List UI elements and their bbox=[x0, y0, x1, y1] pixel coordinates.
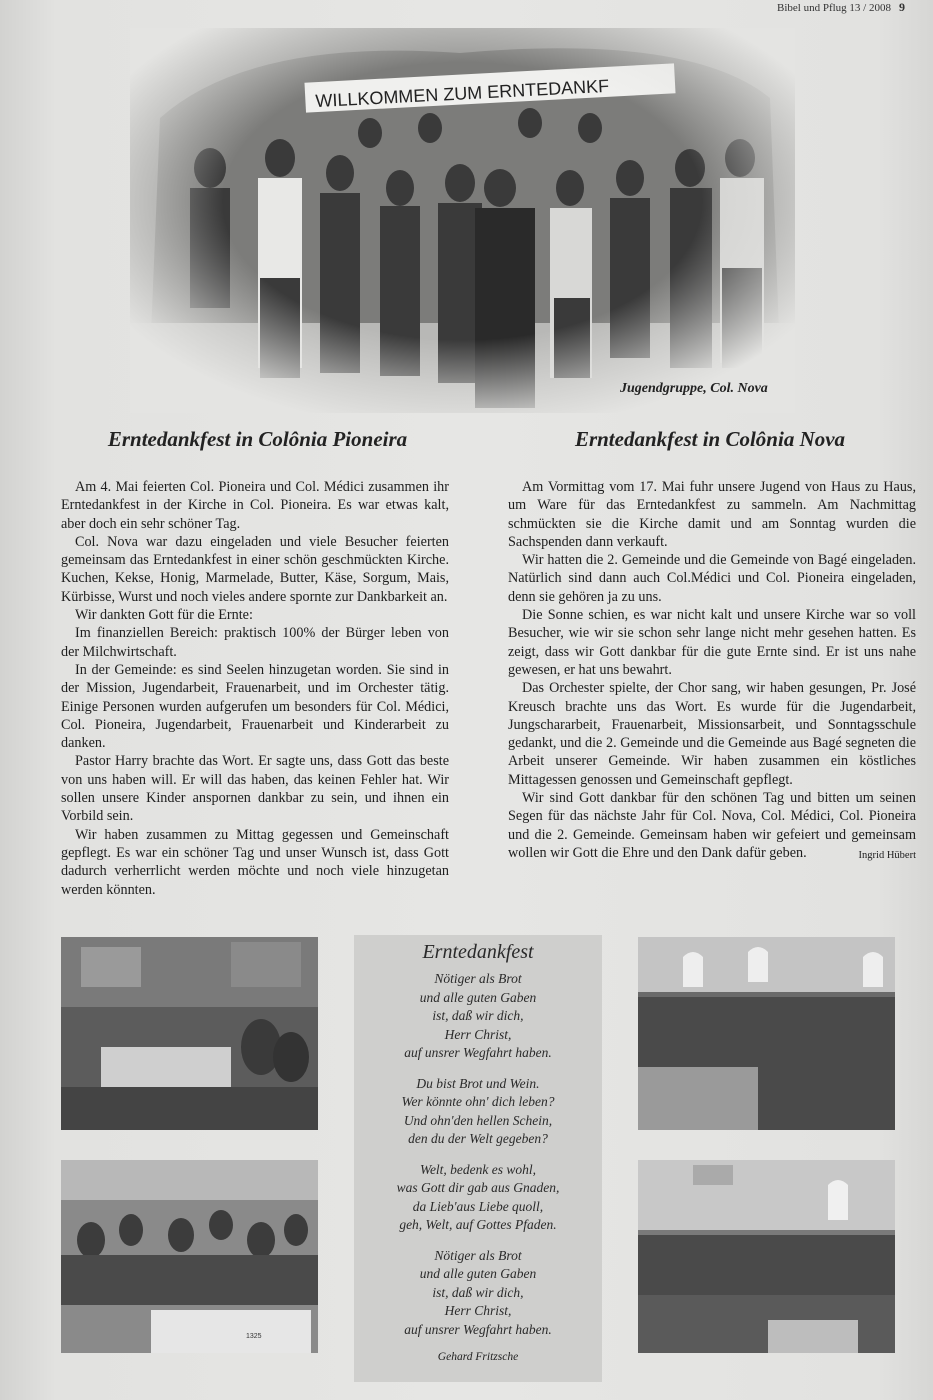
poem-line: auf unsrer Wegfahrt haben. bbox=[404, 1321, 552, 1337]
paragraph: Das Orchester spielte, der Chor sang, wir haben gesungen, Pr. José Kreusch brachte uns das Wort. Es wurde für die Jugendarbeit, Jungschararbeit, Frauenarbeit, Missionsarbeit, und Sonntagsschule gedankt, und die 2. Gemeinde und die Gemeinde aus Bagé segneten die Arbeit unserer Gemeinde. Wir haben zusammen ein köstliches Mittagessen genossen und Gemeinschaft gepflegt. bbox=[508, 680, 916, 788]
youth-group-photo bbox=[130, 28, 795, 413]
poem-line: und alle guten Gaben bbox=[419, 1266, 537, 1281]
photo-stamp: 1325 bbox=[246, 1333, 262, 1340]
poem-line: was Gott dir gab aus Gnaden, bbox=[396, 1180, 560, 1195]
poem-line: Herr Christ, bbox=[444, 1303, 512, 1318]
article-body-nova bbox=[508, 478, 916, 865]
poem-title: Erntedankfest bbox=[422, 941, 534, 963]
poem-line: geh, Welt, auf Gottes Pfaden. bbox=[399, 1217, 557, 1232]
poem-line: den du der Welt gegeben? bbox=[408, 1131, 548, 1146]
photo-caption: Jugendgruppe, Col. Nova bbox=[620, 381, 768, 396]
poem-line: und alle guten Gaben bbox=[419, 989, 537, 1005]
page-number: 9 bbox=[899, 0, 905, 14]
poem-line: ist, daß wir dich, bbox=[432, 1284, 524, 1300]
paragraph: Wir hatten die 2. Gemeinde und die Gemeinde von Bagé eingeladen. Natürlich sind dann auch Col.Médici und Col. Pioneira eingeladen, denn sie gehören ja zu uns. bbox=[508, 552, 916, 605]
article-body-pioneira bbox=[61, 478, 449, 899]
poem-line: auf unsrer Wegfahrt haben. bbox=[404, 1045, 552, 1060]
author-signature: Ingrid Hübert bbox=[858, 849, 916, 861]
paragraph: In der Gemeinde: es sind Seelen hinzugetan worden. Sie sind in der Mission, Jugendarbeit, Frauenarbeit, und im Orchester tätig. Einige Personen wurden aufgerufen um besonders für Col. Médici, Col. Pioneira, Jugendarbeit, Frauenarbeit und Kinderarbeit zu danken. bbox=[61, 661, 449, 752]
congregation-photo bbox=[638, 937, 895, 1130]
page-header bbox=[777, 0, 905, 15]
paragraph: Wir dankten Gott für die Ernte: bbox=[75, 607, 253, 624]
poem-line: ist, daß wir dich, bbox=[432, 1008, 524, 1023]
poem-line: Wer könnte ohn' dich leben? bbox=[401, 1094, 555, 1109]
poem-line: Welt, bedenk es wohl, bbox=[419, 1161, 537, 1177]
poem-line: Nötiger als Brot bbox=[434, 971, 522, 986]
paragraph bbox=[508, 789, 916, 862]
poem-box bbox=[354, 935, 602, 1382]
poem-stanza bbox=[354, 1247, 602, 1340]
poem-stanza bbox=[354, 1075, 602, 1149]
poem-line: da Lieb'aus Liebe quoll, bbox=[412, 1198, 544, 1214]
poem-line: Nötiger als Brot bbox=[434, 1247, 522, 1263]
poem-line: Du bist Brot und Wein. bbox=[416, 1075, 540, 1091]
paragraph: Am 4. Mai feierten Col. Pioneira und Col. Médici zusammen ihr Erntedankfest in der Kirche in Col. Pioneira. Es war etwas kalt, aber doch ein sehr schöner Tag. bbox=[61, 479, 449, 532]
poem-author: Gehard Fritzsche bbox=[437, 1351, 519, 1363]
article-title-nova: Erntedankfest in Colônia Nova bbox=[574, 427, 846, 451]
poem-stanza bbox=[354, 970, 602, 1063]
poem-line: Und ohn'den hellen Schein, bbox=[403, 1112, 553, 1128]
paragraph: Col. Nova war dazu eingeladen und viele Besucher feierten gemeinsam das Erntedankfest in einer schön geschmückten Kirche. Kuchen, Kekse, Honig, Marmelade, Butter, Käse, Sorgum, Mais, Kürbisse, Wurst und noch vieles andere spornte zur Dankbarkeit an. bbox=[61, 533, 449, 605]
orchestra-photo bbox=[638, 1160, 895, 1353]
paragraph: Am Vormittag vom 17. Mai fuhr unsere Jugend von Haus zu Haus, um Ware für das Erntedankfest zu sammeln. Am Nachmittag schmückten sie die Kirche damit und am Sonntag wurden die Sachspenden dann verkauft. bbox=[508, 479, 916, 550]
dining-hall-photo bbox=[61, 1160, 318, 1353]
paragraph: Im finanziellen Bereich: praktisch 100% der Bürger leben von der Milchwirtschaft. bbox=[61, 625, 449, 660]
church-hall-photo bbox=[61, 937, 318, 1130]
paragraph: Pastor Harry brachte das Wort. Er sagte uns, dass Gott das beste von uns haben will. Er will das haben, das keinen Fehler hat. Wir sollen unsere Kinder anspornen dankbar zu sein, und ihnen ein Vorbild sein. bbox=[61, 753, 449, 825]
article-title-pioneira: Erntedankfest in Colônia Pioneira bbox=[107, 427, 408, 451]
paragraph: Die Sonne schien, es war nicht kalt und unsere Kirche war so voll Besucher, wie wir sie schon sehr lange nicht mehr gesehen hatten. Es zeigt, dass wir Gott dankbar für die gute Ernte sind. Er ist uns nahe gewesen, er hat uns bewahrt. bbox=[508, 607, 916, 678]
poem-line: Herr Christ, bbox=[444, 1026, 512, 1042]
paragraph: Wir haben zusammen zu Mittag gegessen und Gemeinschaft gepflegt. Es war ein schöner Tag und unser Wunsch ist, dass Gott dadurch verherrlicht werden möchte und noch viele hinzugetan werden könnten. bbox=[61, 826, 449, 898]
publication-name: Bibel und Pflug 13 / 2008 bbox=[777, 2, 891, 14]
paragraph-text: Wir sind Gott dankbar für den schönen Tag und bitten um seinen Segen für das nächste Jahr für Col. Nova, Col. Médici, Col. Pioneira und die 2. Gemeinde. Gemeinsam haben wir gefeiert und gemeinsam wollen wir Gott die Ehre und den Dank dafür geben. bbox=[508, 790, 916, 861]
poem-stanza bbox=[354, 1161, 602, 1235]
